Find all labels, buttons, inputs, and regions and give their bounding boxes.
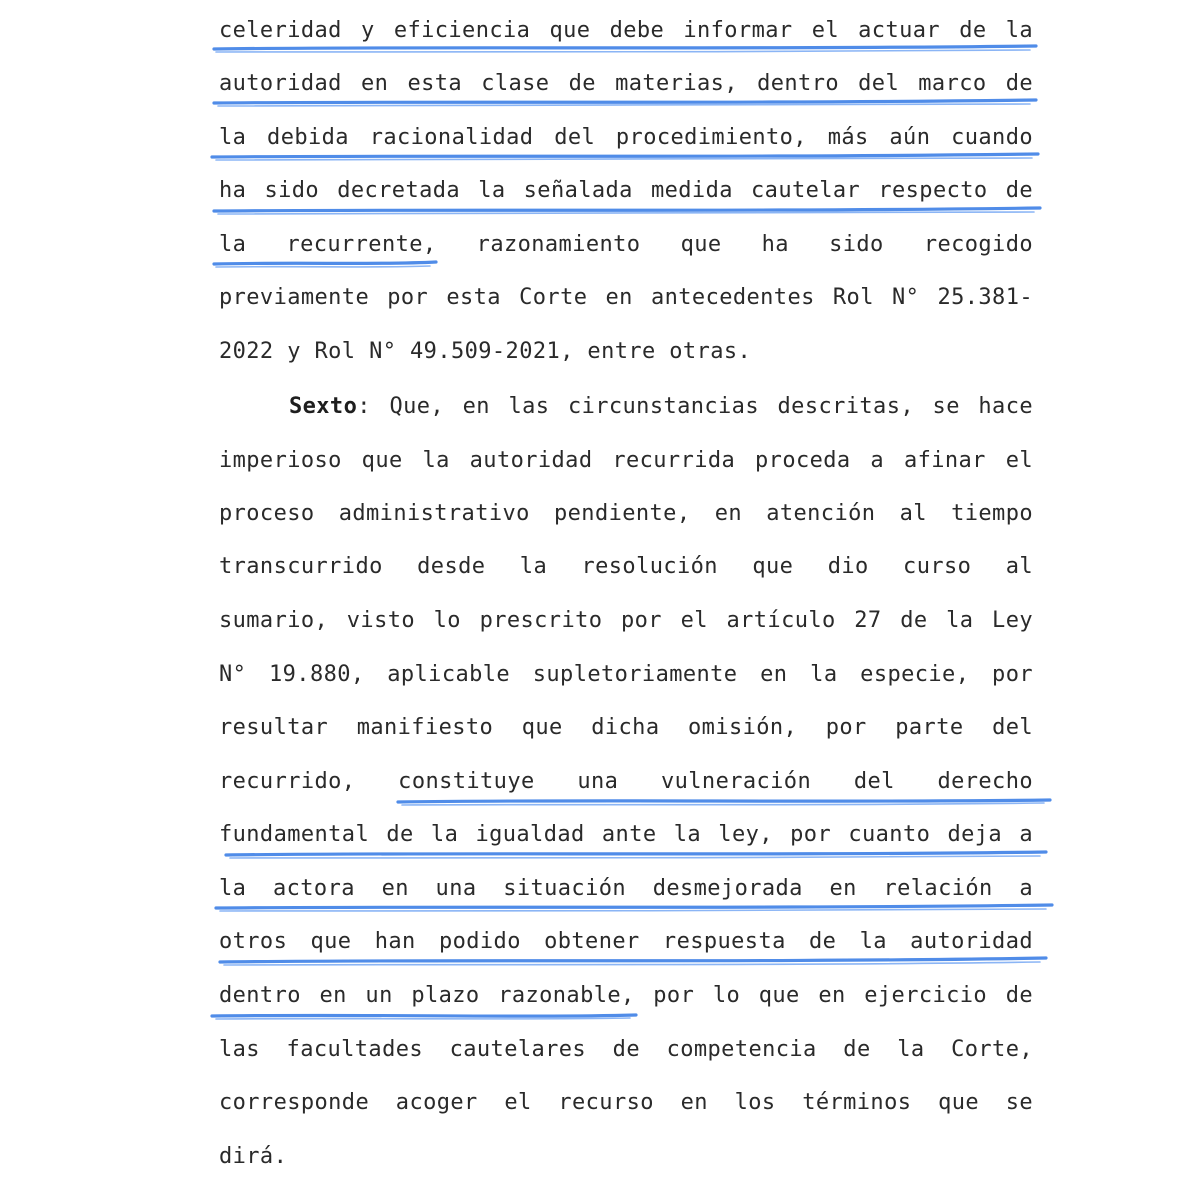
underline-mark	[216, 158, 1032, 160]
text-line: imperioso que la autoridad recurrida proceda a afinar el	[219, 448, 1033, 473]
text-line: otros que han podido obtener respuesta de la autoridad	[219, 929, 1033, 954]
underline-mark	[220, 909, 1046, 911]
text-line: sumario, visto lo prescrito por el artículo 27 de la Ley	[219, 608, 1033, 633]
text-line: autoridad en esta clase de materias, dentro del marco de	[219, 71, 1033, 96]
text-line: las facultades cautelares de competencia de la Corte,	[219, 1037, 1033, 1062]
text-line: resultar manifiesto que dicha omisión, por parte del	[219, 715, 1033, 740]
text-line: la actora en una situación desmejorada en relación a	[219, 876, 1033, 901]
text-line: ha sido decretada la señalada medida cautelar respecto de	[219, 178, 1033, 203]
underline-mark	[216, 266, 430, 267]
underline-mark	[402, 803, 1044, 805]
underline-mark	[218, 104, 1030, 106]
underline-mark	[218, 212, 1034, 214]
text-line: previamente por esta Corte en antecedentes Rol N° 25.381-	[219, 285, 1033, 310]
text-line: recurrido, constituye una vulneración del derecho	[219, 769, 1033, 794]
text-line: la debida racionalidad del procedimiento, más aún cuando	[219, 125, 1033, 150]
text-line: fundamental de la igualdad ante la ley, por cuanto deja a	[219, 822, 1033, 847]
text-line: 2022 y Rol N° 49.509-2021, entre otras.	[219, 339, 752, 364]
sexto-first-line	[289, 387, 1033, 427]
text-line: proceso administrativo pendiente, en atención al tiempo	[219, 501, 1033, 526]
text-line: celeridad y eficiencia que debe informar el actuar de la	[219, 18, 1033, 43]
underline-mark	[216, 1018, 630, 1019]
text-line: transcurrido desde la resolución que dio curso al	[219, 554, 1033, 579]
text-line: corresponde acoger el recurso en los términos que se	[219, 1090, 1033, 1115]
section-heading-sexto: Sexto	[289, 394, 358, 419]
text-line: dentro en un plazo razonable, por lo que en ejercicio de	[219, 983, 1033, 1008]
text-line: la recurrente, razonamiento que ha sido recogido	[219, 232, 1033, 257]
text-run: : Que, en las circunstancias descritas, se hace	[357, 394, 1033, 419]
underline-mark	[230, 856, 1040, 858]
text-line: N° 19.880, aplicable supletoriamente en la especie, por	[219, 662, 1033, 687]
text-line: dirá.	[219, 1144, 288, 1169]
underline-mark	[224, 962, 1040, 965]
